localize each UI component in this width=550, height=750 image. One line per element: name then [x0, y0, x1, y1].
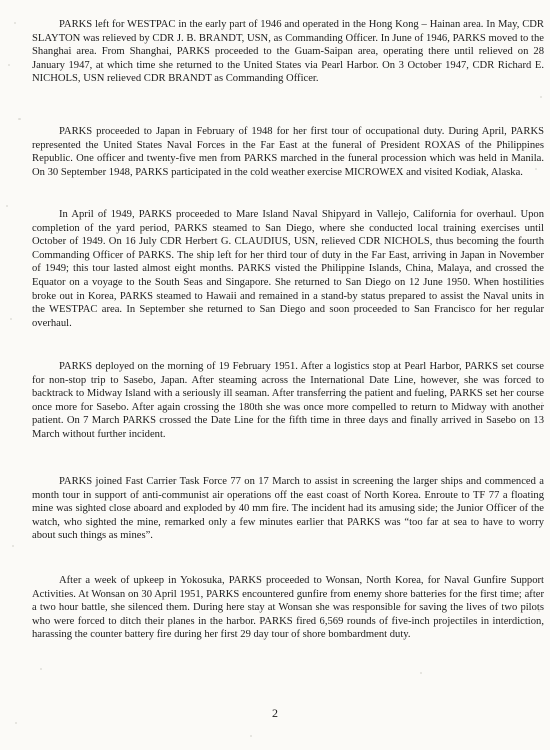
- paragraph-3: In April of 1949, PARKS proceeded to Mare Island Naval Shipyard in Vallejo, California for overhaul. Upon completion of the yard period, PARKS steamed to San Diego, where she conducted local training exercises until October of 1949. On 16 July CDR Herbert G. CLAUDIUS, USN, relieved CDR NICHOLS, thus becoming the fourth Commanding Officer of PARKS. The ship left for her third tour of duty in the Far East, arriving in Japan in November of 1949; this tour lasted almost eight months. PARKS visted the Philippine Islands, China, Malaya, and crossed the Equator on a voyage to the South Seas and Singapore. She returned to San Diego on 12 June 1950. When hostilities broke out in Korea, PARKS steamed to Hawaii and remained in a stand-by status prepared to assist the Naval units in the WESTPAC area. In September she returned to San Diego and soon proceeded to San Francisco for her regular overhaul.: [32, 209, 544, 329]
- scan-speckle: [8, 64, 10, 66]
- paragraph-5: PARKS joined Fast Carrier Task Force 77 on 17 March to assist in screening the larger ships and commenced a month tour in support of anti-communist air operations off the east coast of North Korea. Enroute to TF 77 a floating mine was sighted close aboard and exploded by 40 mm fire. The incident had its amusing side; the Junior Officer of the watch, who sighted the mine, remarked only a few minutes earlier that PARKS was “too far at sea to have to worry about such things as mines”.: [32, 476, 544, 542]
- scan-speckle: [10, 318, 12, 320]
- page-number: 2: [272, 706, 278, 720]
- scan-speckle: [6, 205, 8, 207]
- scan-speckle: [40, 668, 42, 670]
- scan-speckle: [18, 118, 21, 120]
- paragraph-6: After a week of upkeep in Yokosuka, PARKS proceeded to Wonsan, North Korea, for Naval Gunfire Support Activities. At Wonsan on 30 April 1951, PARKS encountered gunfire from enemy shore batteries for the first time; after a two hour battle, she silenced them. During here stay at Wonsan she was responsible for saving the lives of two pilots who were forced to ditch their planes in the harbor. PARKS fired 6,569 rounds of five-inch projectiles in interdiction, harassing the counter battery fire during her first 29 day tour of shore bombardment duty.: [32, 575, 544, 641]
- scan-speckle: [250, 735, 252, 737]
- paragraph-4: PARKS deployed on the morning of 19 February 1951. After a logistics stop at Pearl Harbor, PARKS set course for non-stop trip to Sasebo, Japan. After steaming across the International Date Line, however, she was forced to backtrack to Midway Island with a seriously ill seaman. After transferring the patient and fueling, PARKS set her course once more for Sasebo. After again crossing the 180th she was once more compelled to return to Midway with another patient. On 7 March PARKS crossed the Date Line for the fifth time in three days and finally arrived in Sasebo on 13 March without further incident.: [32, 361, 544, 440]
- scan-speckle: [540, 96, 542, 98]
- scan-speckle: [12, 545, 14, 547]
- scan-speckle: [420, 672, 422, 674]
- paragraph-1: PARKS left for WESTPAC in the early part of 1946 and operated in the Hong Kong – Hainan area. In May, CDR SLAYTON was relieved by CDR J. B. BRANDT, USN, as Commanding Officer. In June of 1946, PARKS moved to the Shanghai area. From Shanghai, PARKS proceeded to the Guam-Saipan area, operating there until relieved on 28 January 1947, at which time she returned to the United States via Pearl Harbor. On 3 October 1947, CDR Richard E. NICHOLS, USN relieved CDR BRANDT as Commanding Officer.: [32, 19, 544, 85]
- paragraph-2: PARKS proceeded to Japan in February of 1948 for her first tour of occupational duty. During April, PARKS represented the United States Naval Forces in the Far East at the funeral of President ROXAS of the Philippines Republic. One officer and twenty-five men from PARKS marched in the funeral procession which was held in Manila. On 30 September 1948, PARKS participated in the cold weather exercise MICROWEX and visited Kodiak, Alaska.: [32, 126, 544, 178]
- scan-speckle: [14, 22, 16, 24]
- scan-speckle: [15, 722, 17, 724]
